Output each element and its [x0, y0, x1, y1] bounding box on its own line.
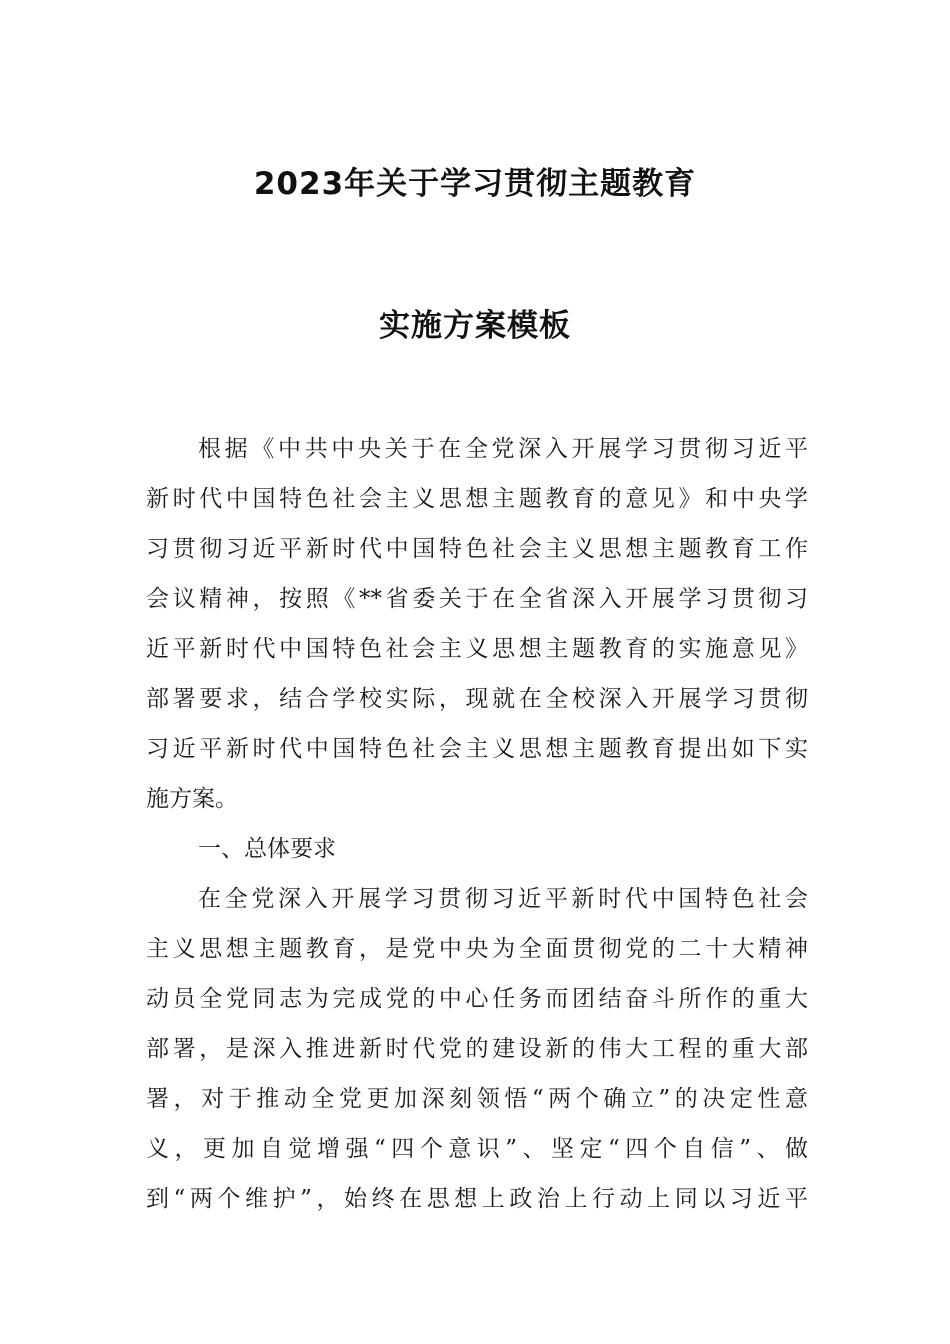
paragraph-1-line: 近平新时代中国特色社会主义思想主题教育的实施意见》	[146, 636, 808, 662]
paragraph-2-line: 动员全党同志为完成党的中心任务而团结奋斗所作的重大	[146, 986, 808, 1012]
document-title-line-2: 实施方案模板	[379, 308, 571, 344]
paragraph-1-line: 会议精神，按照《**省委关于在全省深入开展学习贯彻习	[146, 586, 808, 612]
document-title-line-1: 2023年关于学习贯彻主题教育	[253, 166, 697, 202]
paragraph-1-line: 习贯彻习近平新时代中国特色社会主义思想主题教育工作	[146, 536, 808, 562]
paragraph-2-line: 署，对于推动全党更加深刻领悟“两个确立”的决定性意	[146, 1086, 808, 1112]
paragraph-1-line: 根据《中共中央关于在全党深入开展学习贯彻习近平	[198, 436, 808, 462]
paragraph-1-line: 部署要求，结合学校实际，现就在全校深入开展学习贯彻	[146, 686, 808, 712]
paragraph-1-line: 施方案。	[146, 786, 238, 812]
paragraph-1-line: 新时代中国特色社会主义思想主题教育的意见》和中央学	[146, 486, 808, 512]
paragraph-2-line: 义，更加自觉增强“四个意识”、坚定“四个自信”、做	[146, 1136, 808, 1162]
paragraph-1-line: 习近平新时代中国特色社会主义思想主题教育提出如下实	[146, 736, 808, 762]
paragraph-2-line: 在全党深入开展学习贯彻习近平新时代中国特色社会	[198, 886, 808, 912]
paragraph-2-line: 主义思想主题教育，是党中央为全面贯彻党的二十大精神	[146, 936, 808, 962]
paragraph-2-line: 到“两个维护”，始终在思想上政治上行动上同以习近平	[146, 1186, 808, 1212]
section-heading-1: 一、总体要求	[198, 836, 336, 862]
paragraph-2-line: 部署，是深入推进新时代党的建设新的伟大工程的重大部	[146, 1036, 808, 1062]
